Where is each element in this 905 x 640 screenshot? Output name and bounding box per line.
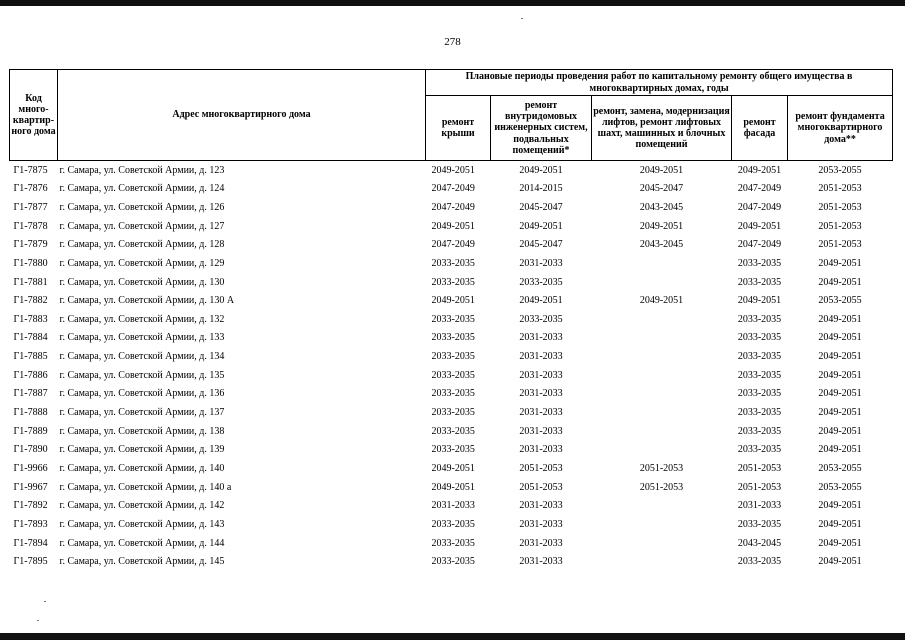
cell-facade-repair: 2033-2035: [737, 407, 782, 419]
cell-engineering-repair: 2051-2053: [519, 462, 563, 474]
cell-code: Г1-7893: [13, 518, 48, 530]
table-row: [10, 441, 893, 460]
table-row: [10, 180, 893, 199]
table-row: [10, 478, 893, 497]
cell-facade-repair: 2033-2035: [737, 332, 782, 344]
header-lift-repair: ремонт, замена, модернизация лифтов, ремонт лифтовых шахт, машинных и блочных помещений: [592, 96, 732, 161]
scan-speck: [521, 18, 523, 19]
cell-facade-repair: 2047-2049: [737, 183, 782, 195]
cell-address: г. Самара, ул. Советской Армии, д. 143: [59, 518, 225, 530]
cell-facade-repair: 2051-2053: [737, 481, 782, 493]
cell-address: г. Самара, ул. Советской Армии, д. 128: [59, 239, 225, 251]
cell-code: Г1-7875: [13, 164, 48, 176]
cell-facade-repair: 2049-2051: [737, 220, 782, 232]
cell-facade-repair: 2033-2035: [737, 388, 782, 400]
cell-code: Г1-7888: [13, 407, 48, 419]
cell-address: г. Самара, ул. Советской Армии, д. 142: [59, 500, 225, 512]
table-row: [10, 329, 893, 348]
cell-engineering-repair: 2045-2047: [519, 202, 563, 213]
table-row: [10, 291, 893, 310]
cell-foundation-repair: 2051-2053: [818, 239, 862, 251]
table-row: [10, 198, 893, 217]
cell-roof-repair: 2033-2035: [431, 257, 475, 269]
header-foundation-repair: ремонт фундамента многоквартирного дома**: [788, 96, 893, 161]
cell-facade-repair: 2033-2035: [737, 369, 782, 381]
cell-code: Г1-7878: [13, 220, 48, 232]
cell-foundation-repair: 2049-2051: [818, 351, 862, 363]
cell-engineering-repair: 2031-2033: [519, 518, 563, 530]
cell-facade-repair: 2047-2049: [737, 202, 782, 213]
cell-roof-repair: 2033-2035: [431, 444, 475, 456]
cell-foundation-repair: 2051-2053: [818, 183, 862, 195]
cell-foundation-repair: 2049-2051: [818, 257, 862, 269]
cell-foundation-repair: 2049-2051: [818, 425, 862, 437]
cell-lift-repair: [592, 552, 732, 571]
cell-lift-repair: 2043-2045: [639, 202, 684, 213]
table-row: [10, 366, 893, 385]
cell-lift-repair: [592, 515, 732, 534]
cell-address: г. Самара, ул. Советской Армии, д. 137: [59, 407, 225, 419]
table-row: [10, 385, 893, 404]
cell-code: Г1-7895: [13, 556, 48, 568]
cell-code: Г1-7885: [13, 351, 48, 363]
cell-engineering-repair: 2014-2015: [519, 183, 563, 195]
cell-roof-repair: 2033-2035: [431, 425, 475, 437]
header-code: Код много-квартир-ного дома: [10, 70, 58, 161]
cell-foundation-repair: 2049-2051: [818, 388, 862, 400]
table-row: [10, 403, 893, 422]
cell-foundation-repair: 2049-2051: [818, 369, 862, 381]
cell-roof-repair: 2049-2051: [431, 220, 475, 232]
cell-foundation-repair: 2049-2051: [818, 500, 862, 512]
cell-address: г. Самара, ул. Советской Армии, д. 136: [59, 388, 225, 400]
table-row: [10, 552, 893, 571]
cell-code: Г1-7881: [13, 276, 48, 288]
cell-code: Г1-7884: [13, 332, 48, 344]
cell-lift-repair: [592, 385, 732, 404]
cell-facade-repair: 2047-2049: [737, 239, 782, 251]
header-facade-repair: ремонт фасада: [732, 96, 788, 161]
cell-facade-repair: 2031-2033: [737, 500, 782, 512]
table-row: [10, 273, 893, 292]
cell-foundation-repair: 2049-2051: [818, 537, 862, 549]
cell-engineering-repair: 2051-2053: [519, 481, 563, 493]
cell-foundation-repair: 2051-2053: [818, 220, 862, 232]
cell-engineering-repair: 2031-2033: [519, 500, 563, 512]
cell-engineering-repair: 2031-2033: [519, 388, 563, 400]
cell-lift-repair: 2043-2045: [639, 239, 684, 251]
cell-foundation-repair: 2053-2055: [818, 481, 862, 493]
cell-facade-repair: 2033-2035: [737, 518, 782, 530]
cell-engineering-repair: 2031-2033: [519, 351, 563, 363]
cell-engineering-repair: 2045-2047: [519, 239, 563, 251]
cell-lift-repair: 2051-2053: [639, 462, 684, 474]
cell-lift-repair: [592, 441, 732, 460]
cell-address: г. Самара, ул. Советской Армии, д. 127: [59, 220, 225, 232]
table-body: [10, 161, 893, 572]
cell-lift-repair: [592, 534, 732, 553]
cell-lift-repair: [592, 329, 732, 348]
cell-roof-repair: 2049-2051: [431, 295, 475, 307]
cell-address: г. Самара, ул. Советской Армии, д. 124: [59, 183, 225, 195]
cell-facade-repair: 2033-2035: [737, 276, 782, 288]
header-roof-repair: ремонт крыши: [426, 96, 491, 161]
cell-roof-repair: 2049-2051: [431, 164, 475, 176]
cell-lift-repair: [592, 310, 732, 329]
cell-lift-repair: [592, 347, 732, 366]
cell-engineering-repair: 2033-2035: [519, 313, 563, 325]
cell-roof-repair: 2033-2035: [431, 407, 475, 419]
cell-foundation-repair: 2049-2051: [818, 407, 862, 419]
cell-engineering-repair: 2031-2033: [519, 556, 563, 568]
cell-address: г. Самара, ул. Советской Армии, д. 130: [59, 276, 225, 288]
cell-foundation-repair: 2049-2051: [818, 332, 862, 344]
cell-code: Г1-9966: [13, 462, 48, 474]
table-row: [10, 310, 893, 329]
scan-border-bottom: [0, 633, 905, 640]
scan-border-top: [0, 0, 905, 6]
cell-lift-repair: [592, 254, 732, 273]
cell-roof-repair: 2047-2049: [431, 202, 475, 213]
cell-lift-repair: [592, 497, 732, 516]
table-row: [10, 515, 893, 534]
table-row: [10, 347, 893, 366]
cell-address: г. Самара, ул. Советской Армии, д. 140 а: [59, 481, 232, 493]
cell-foundation-repair: 2053-2055: [818, 462, 862, 474]
cell-code: Г1-9967: [13, 481, 48, 493]
cell-foundation-repair: 2049-2051: [818, 556, 862, 568]
cell-lift-repair: [592, 366, 732, 385]
cell-code: Г1-7876: [13, 183, 48, 195]
cell-facade-repair: 2033-2035: [737, 351, 782, 363]
cell-code: Г1-7877: [13, 202, 48, 213]
page-number: 278: [444, 36, 461, 48]
cell-roof-repair: 2047-2049: [431, 183, 475, 195]
cell-code: Г1-7880: [13, 257, 48, 269]
cell-engineering-repair: 2033-2035: [519, 276, 563, 288]
table-row: [10, 236, 893, 255]
cell-address: г. Самара, ул. Советской Армии, д. 138: [59, 425, 225, 437]
table-row: [10, 459, 893, 478]
cell-foundation-repair: 2049-2051: [818, 313, 862, 325]
cell-foundation-repair: 2053-2055: [818, 295, 862, 307]
cell-lift-repair: [592, 403, 732, 422]
cell-roof-repair: 2033-2035: [431, 313, 475, 325]
table-row: [10, 161, 893, 180]
cell-address: г. Самара, ул. Советской Армии, д. 129: [59, 257, 225, 269]
cell-foundation-repair: 2049-2051: [818, 276, 862, 288]
cell-address: г. Самара, ул. Советской Армии, д. 135: [59, 369, 225, 381]
cell-engineering-repair: 2031-2033: [519, 257, 563, 269]
cell-engineering-repair: 2031-2033: [519, 425, 563, 437]
cell-code: Г1-7879: [13, 239, 48, 251]
cell-roof-repair: 2049-2051: [431, 462, 475, 474]
cell-facade-repair: 2043-2045: [737, 537, 782, 549]
cell-lift-repair: 2049-2051: [639, 295, 684, 307]
table-row: [10, 422, 893, 441]
header-planned-periods: Плановые периоды проведения работ по капитальному ремонту общего имущества в многоквартирных домах, годы: [426, 70, 893, 96]
cell-address: г. Самара, ул. Советской Армии, д. 144: [59, 537, 225, 549]
cell-facade-repair: 2033-2035: [737, 444, 782, 456]
cell-foundation-repair: 2049-2051: [818, 518, 862, 530]
cell-address: г. Самара, ул. Советской Армии, д. 130 А: [59, 295, 235, 307]
cell-roof-repair: 2047-2049: [431, 239, 475, 251]
cell-roof-repair: 2049-2051: [431, 481, 475, 493]
cell-lift-repair: [592, 273, 732, 292]
cell-engineering-repair: 2031-2033: [519, 369, 563, 381]
table-header: [10, 70, 893, 161]
cell-lift-repair: 2049-2051: [639, 164, 684, 176]
cell-engineering-repair: 2031-2033: [519, 332, 563, 344]
cell-roof-repair: 2033-2035: [431, 518, 475, 530]
cell-roof-repair: 2033-2035: [431, 351, 475, 363]
cell-roof-repair: 2033-2035: [431, 332, 475, 344]
cell-foundation-repair: 2051-2053: [818, 202, 862, 213]
cell-code: Г1-7887: [13, 388, 48, 400]
table-row: [10, 497, 893, 516]
cell-facade-repair: 2033-2035: [737, 257, 782, 269]
header-address: Адрес многоквартирного дома: [58, 70, 426, 161]
cell-roof-repair: 2033-2035: [431, 276, 475, 288]
cell-address: г. Самара, ул. Советской Армии, д. 132: [59, 313, 225, 325]
cell-address: г. Самара, ул. Советской Армии, д. 145: [59, 556, 225, 568]
cell-roof-repair: 2033-2035: [431, 388, 475, 400]
cell-roof-repair: 2033-2035: [431, 537, 475, 549]
cell-engineering-repair: 2031-2033: [519, 407, 563, 419]
cell-address: г. Самара, ул. Советской Армии, д. 133: [59, 332, 225, 344]
cell-engineering-repair: 2031-2033: [519, 537, 563, 549]
cell-roof-repair: 2033-2035: [431, 369, 475, 381]
cell-facade-repair: 2033-2035: [737, 313, 782, 325]
cell-code: Г1-7894: [13, 537, 48, 549]
cell-code: Г1-7892: [13, 500, 48, 512]
cell-address: г. Самара, ул. Советской Армии, д. 126: [59, 202, 225, 213]
cell-lift-repair: 2049-2051: [639, 220, 684, 232]
header-engineering-repair: ремонт внутридомовых инженерных систем, подвальных помещений*: [491, 96, 592, 161]
cell-code: Г1-7889: [13, 425, 48, 437]
cell-lift-repair: 2051-2053: [639, 481, 684, 493]
cell-lift-repair: [592, 422, 732, 441]
cell-code: Г1-7883: [13, 313, 48, 325]
cell-code: Г1-7890: [13, 444, 48, 456]
cell-facade-repair: 2049-2051: [737, 295, 782, 307]
cell-engineering-repair: 2049-2051: [519, 164, 563, 176]
cell-facade-repair: 2049-2051: [737, 164, 782, 176]
table-row: [10, 534, 893, 553]
cell-engineering-repair: 2049-2051: [519, 295, 563, 307]
cell-engineering-repair: 2031-2033: [519, 444, 563, 456]
capital-repair-table: [9, 69, 893, 571]
cell-address: г. Самара, ул. Советской Армии, д. 139: [59, 444, 225, 456]
scan-speck: [44, 601, 46, 602]
table-row: [10, 217, 893, 236]
table-row: [10, 254, 893, 273]
cell-roof-repair: 2031-2033: [431, 500, 475, 512]
cell-address: г. Самара, ул. Советской Армии, д. 134: [59, 351, 225, 363]
cell-address: г. Самара, ул. Советской Армии, д. 123: [59, 164, 225, 176]
cell-facade-repair: 2033-2035: [737, 425, 782, 437]
cell-facade-repair: 2051-2053: [737, 462, 782, 474]
cell-roof-repair: 2033-2035: [431, 556, 475, 568]
cell-lift-repair: 2045-2047: [639, 183, 684, 195]
cell-code: Г1-7882: [13, 295, 48, 307]
scan-speck: [37, 620, 39, 621]
cell-foundation-repair: 2049-2051: [818, 444, 862, 456]
cell-address: г. Самара, ул. Советской Армии, д. 140: [59, 462, 225, 474]
cell-foundation-repair: 2053-2055: [818, 164, 862, 176]
cell-engineering-repair: 2049-2051: [519, 220, 563, 232]
cell-code: Г1-7886: [13, 369, 48, 381]
cell-facade-repair: 2033-2035: [737, 556, 782, 568]
